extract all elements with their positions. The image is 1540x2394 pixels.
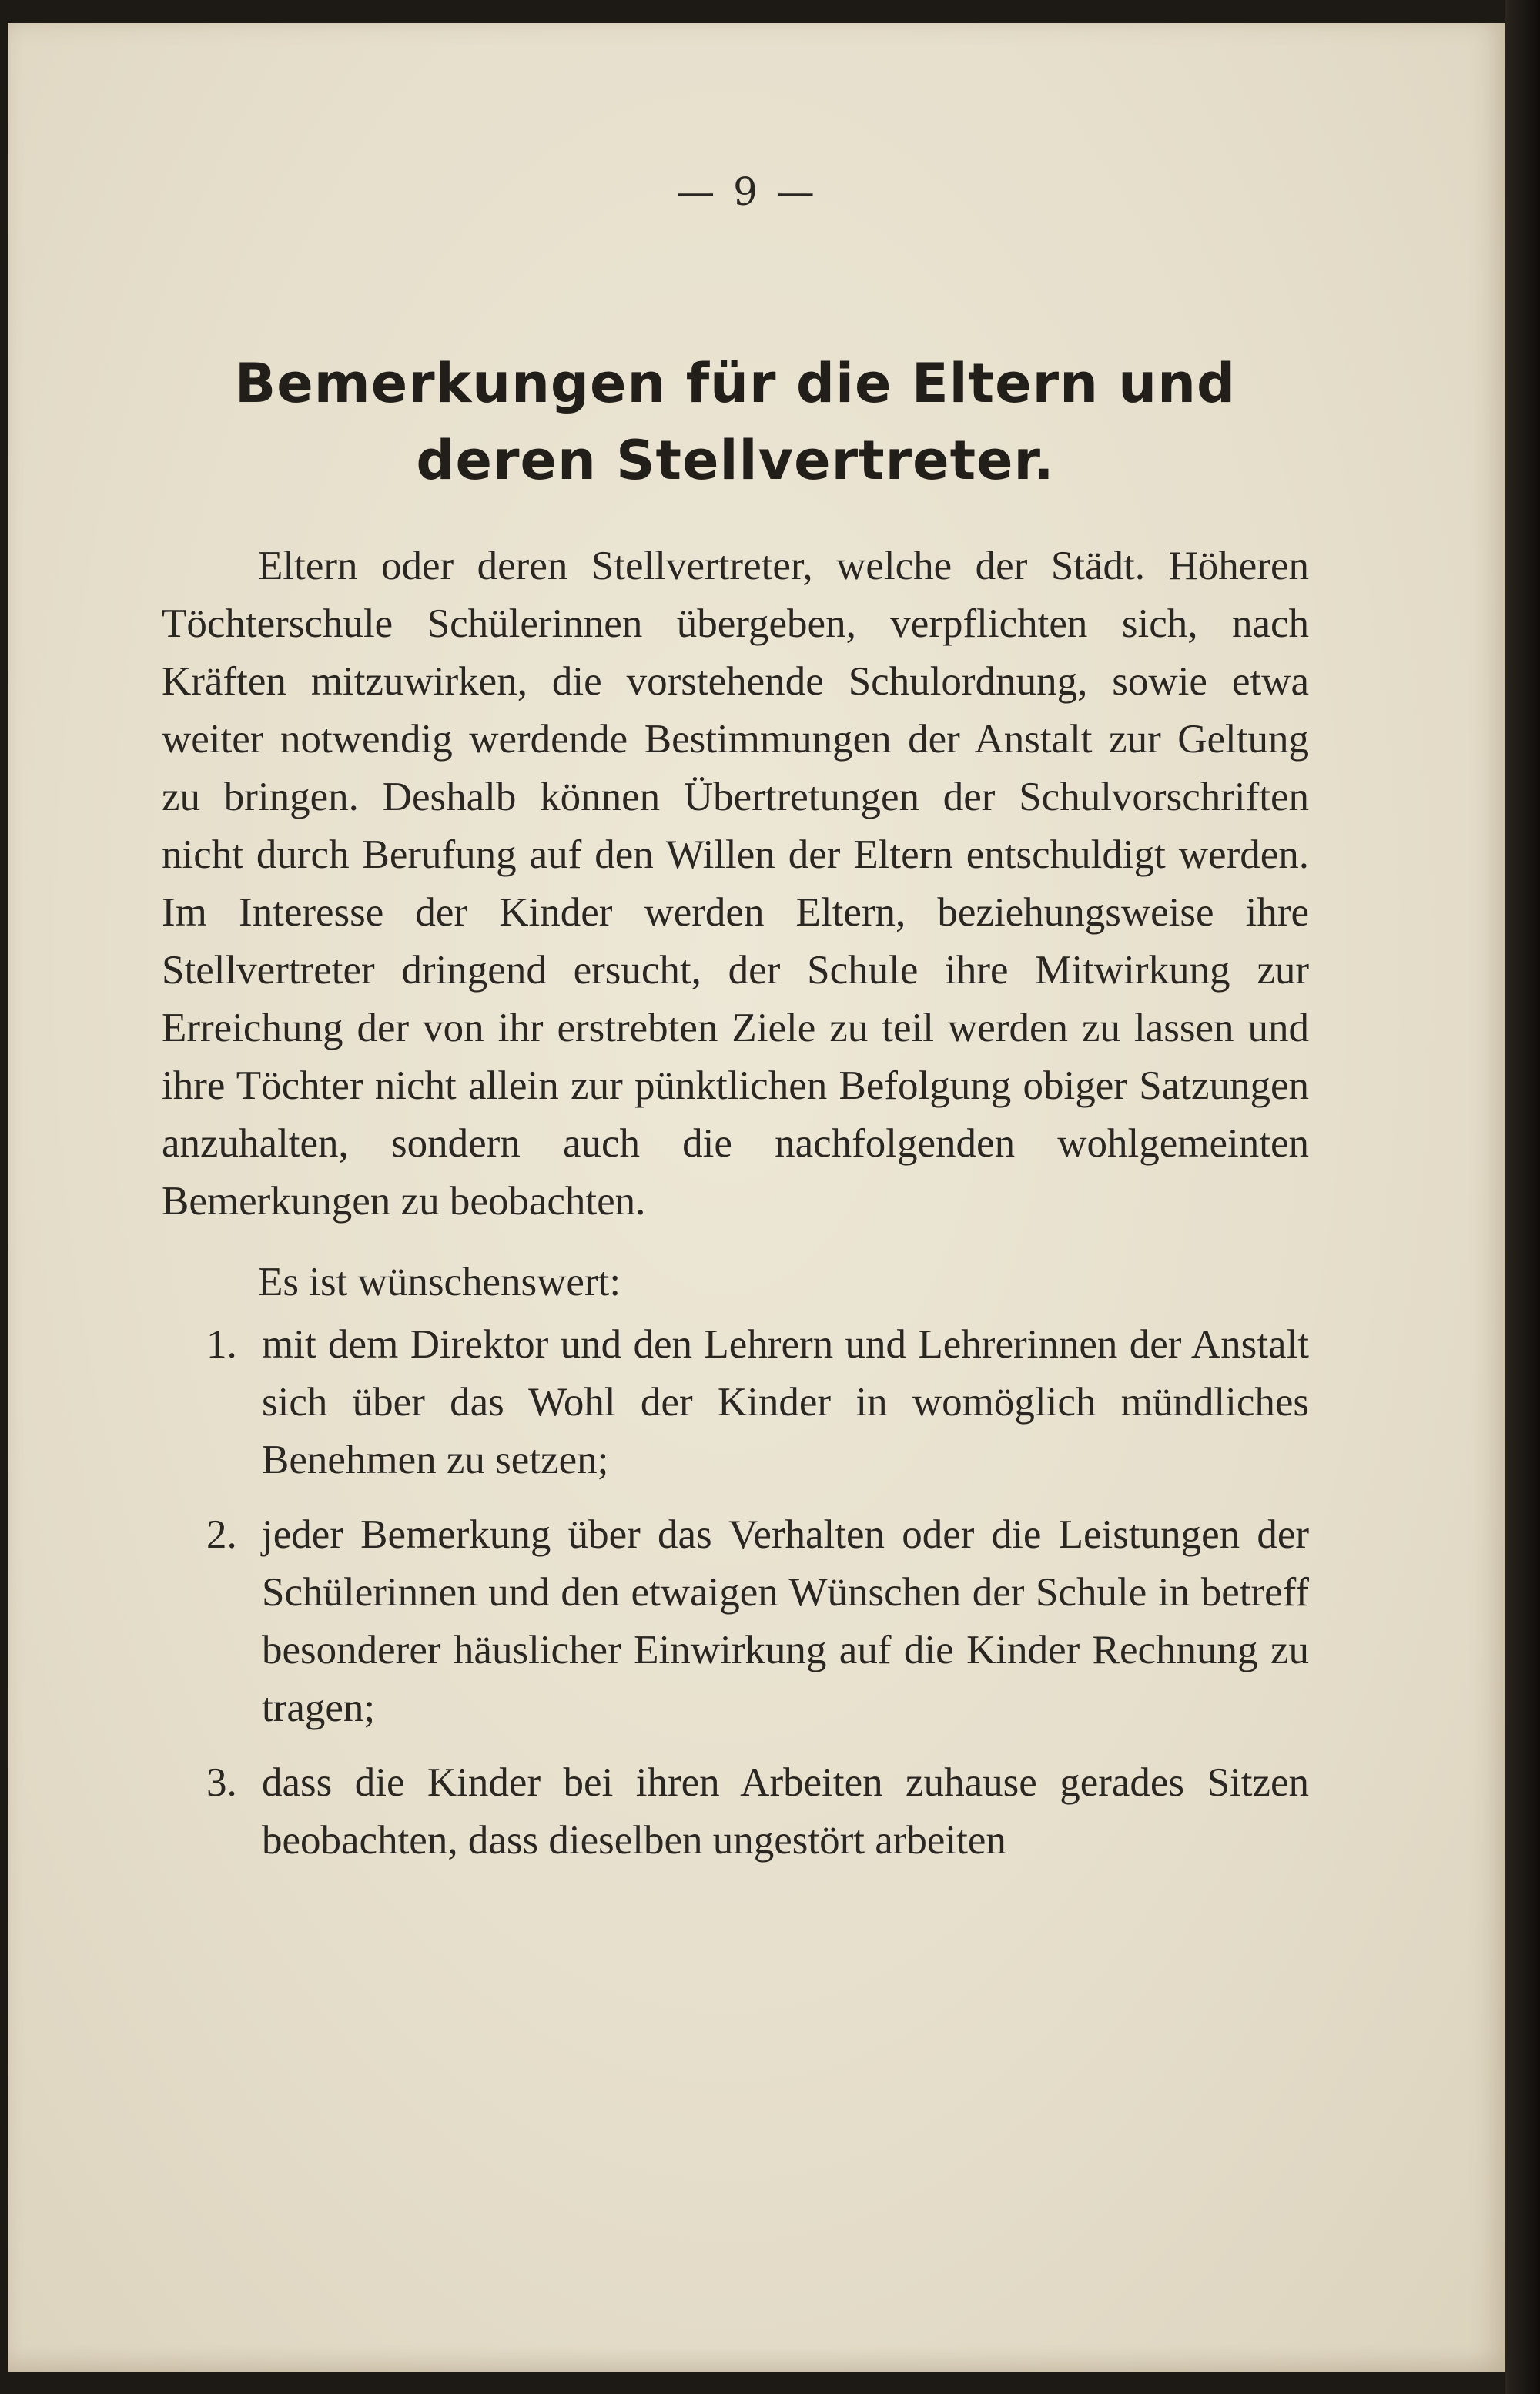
list-lead: Es ist wünschenswert: — [258, 1260, 621, 1304]
list-item — [162, 1506, 1309, 1737]
recommendation-list — [162, 1316, 1309, 1870]
item-number: 1. — [206, 1322, 237, 1367]
item-number: 3. — [206, 1760, 237, 1805]
scan-edge-shadow — [1505, 0, 1540, 2394]
item-text: mit dem Direktor und den Lehrern und Lehrerinnen der Anstalt sich über das Wohl der Kinder in womöglich mündliches Benehmen zu setzen; — [262, 1322, 1309, 1482]
item-text: dass die Kinder bei ihren Arbeiten zuhause gerades Sitzen beobachten, dass dieselben ungestört arbeiten — [262, 1760, 1309, 1863]
item-number: 2. — [206, 1512, 237, 1557]
page-title — [162, 345, 1309, 499]
page-number: — 9 — — [676, 169, 818, 214]
book-page — [8, 23, 1505, 2372]
title-line-1: Bemerkungen für die Eltern und — [234, 352, 1237, 415]
page-content — [162, 169, 1309, 1887]
item-text: jeder Bemerkung über das Verhalten oder die Leistungen der Schülerinnen und den etwaigen Wünschen der Schule in betreff besonderer häuslicher Einwirkung auf die Kinder Rechnung zu tragen; — [262, 1512, 1309, 1730]
list-item — [162, 1754, 1309, 1870]
title-line-2: deren Stellvertreter. — [416, 429, 1055, 492]
list-item — [162, 1316, 1309, 1489]
intro-paragraph: Eltern oder deren Stellvertreter, welche der Städt. Höheren Töchterschule Schülerinnen übergeben, verpflichten sich, nach Kräften mitzuwirken, die vorstehende Schulordnung, sowie etwa weiter notwendig werdende Bestimmungen der Anstalt zur Geltung zu bringen. Deshalb können Übertretungen der Schulvorschriften nicht durch Berufung auf den Willen der Eltern entschuldigt werden. Im Interesse der Kinder werden Eltern, beziehungsweise ihre Stellvertreter dringend ersucht, der Schule ihre Mitwirkung zur Erreichung der von ihr erstrebten Ziele zu teil werden zu lassen und ihre Töchter nicht allein zur pünktlichen Befolgung obiger Satzungen anzuhalten, sondern auch die nachfolgenden wohlgemeinten Bemerkungen zu beobachten. — [162, 544, 1309, 1224]
